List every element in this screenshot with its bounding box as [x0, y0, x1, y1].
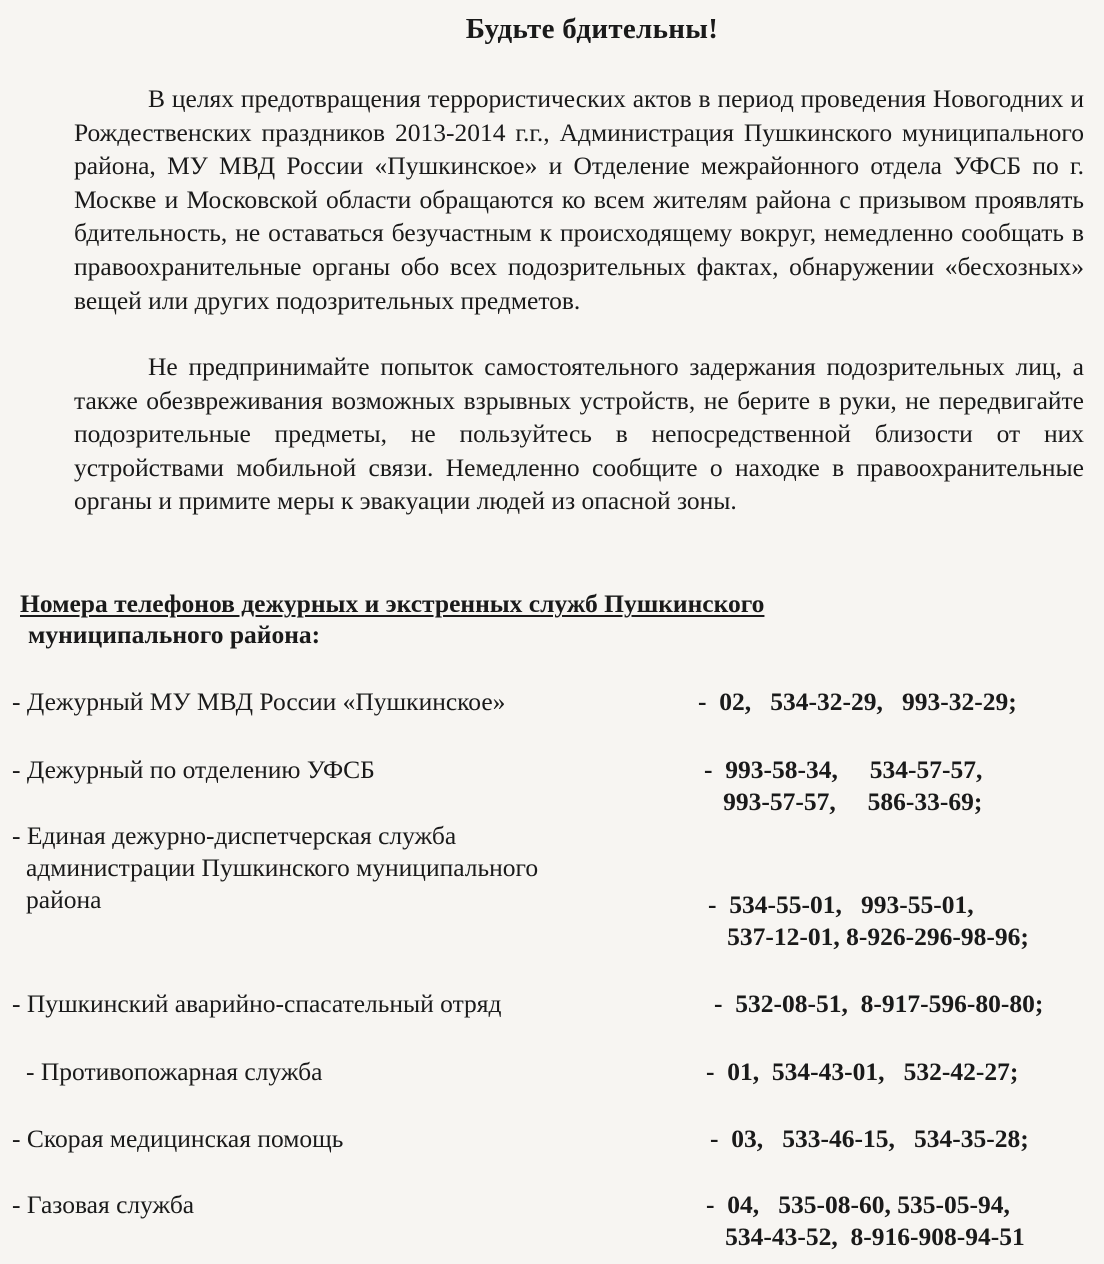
document-title: Будьте бдительны! — [465, 13, 719, 45]
service-name-line: - Единая дежурно-диспетчерская служба — [12, 821, 457, 850]
service-name-gas: - Газовая служба — [12, 1190, 195, 1219]
phone-line: - 04, 535-08-60, 535-05-94, — [706, 1190, 1010, 1219]
paragraph-instructions-text: Не предпринимайте попыток самостоятельного задержания подозрительных лиц, а также обезвреживания возможных взрывных устройств, не берите в руки, не передвигайте подозрительные предметы, не пользуйтесь в непосредственной близости от них устройствами мобильной связи. Немедленно сообщите о находке в правоохранительные органы и примите меры к эвакуации людей из опасной зоны. — [74, 352, 1084, 516]
phone-line: - 993-58-34, 534-57-57, — [704, 755, 983, 784]
phone-line: 534-43-52, 8-916-908-94-51 — [706, 1222, 1025, 1251]
service-name-line: администрации Пушкинского муниципального — [26, 853, 539, 882]
service-name-ambulance: - Скорая медицинская помощь — [12, 1124, 344, 1153]
service-phones-ambulance: - 03, 533-46-15, 534-35-28; — [710, 1124, 1029, 1153]
phone-line: - 534-55-01, 993-55-01, — [708, 890, 974, 919]
service-phones-fsb — [704, 754, 982, 818]
service-phones-police: - 02, 534-32-29, 993-32-29; — [698, 687, 1017, 716]
phones-heading-line1: Номера телефонов дежурных и экстренных служб Пушкинского — [20, 589, 765, 618]
service-phones-gas — [706, 1189, 1025, 1253]
phone-line: 537-12-01, 8-926-296-98-96; — [708, 922, 1029, 951]
service-name-line: района — [26, 885, 102, 914]
service-name-rescue: - Пушкинский аварийно-спасательный отряд — [12, 989, 502, 1018]
phones-heading-line2: муниципального района: — [28, 620, 321, 649]
paragraph-instructions — [74, 350, 1084, 518]
service-name-police: - Дежурный МУ МВД России «Пушкинское» — [12, 687, 506, 716]
service-phones-fire: - 01, 534-43-01, 532-42-27; — [706, 1057, 1019, 1086]
paragraph-appeal — [74, 82, 1084, 317]
phone-line: 993-57-57, 586-33-69; — [704, 787, 983, 816]
service-phones-rescue: - 532-08-51, 8-917-596-80-80; — [714, 989, 1044, 1018]
paragraph-appeal-text: В целях предотвращения террористических актов в период проведения Новогодних и Рождественских праздников 2013-2014 г.г., Администрация Пушкинского муниципального района, МУ МВД России «Пушкинское» и Отделение межрайонного отдела УФСБ по г. Москве и Московской области обращаются ко всем жителям района с призывом проявлять бдительность, не оставаться безучастным к происходящему вокруг, немедленно сообщать в правоохранительные органы обо всех подозрительных фактах, обнаружении «бесхозных» вещей или других подозрительных предметов. — [74, 84, 1084, 315]
service-name-fire: - Противопожарная служба — [26, 1057, 323, 1086]
service-name-ddds — [12, 820, 538, 916]
service-phones-ddds — [708, 889, 1029, 953]
phones-heading — [20, 588, 1083, 650]
service-name-fsb: - Дежурный по отделению УФСБ — [12, 755, 375, 784]
